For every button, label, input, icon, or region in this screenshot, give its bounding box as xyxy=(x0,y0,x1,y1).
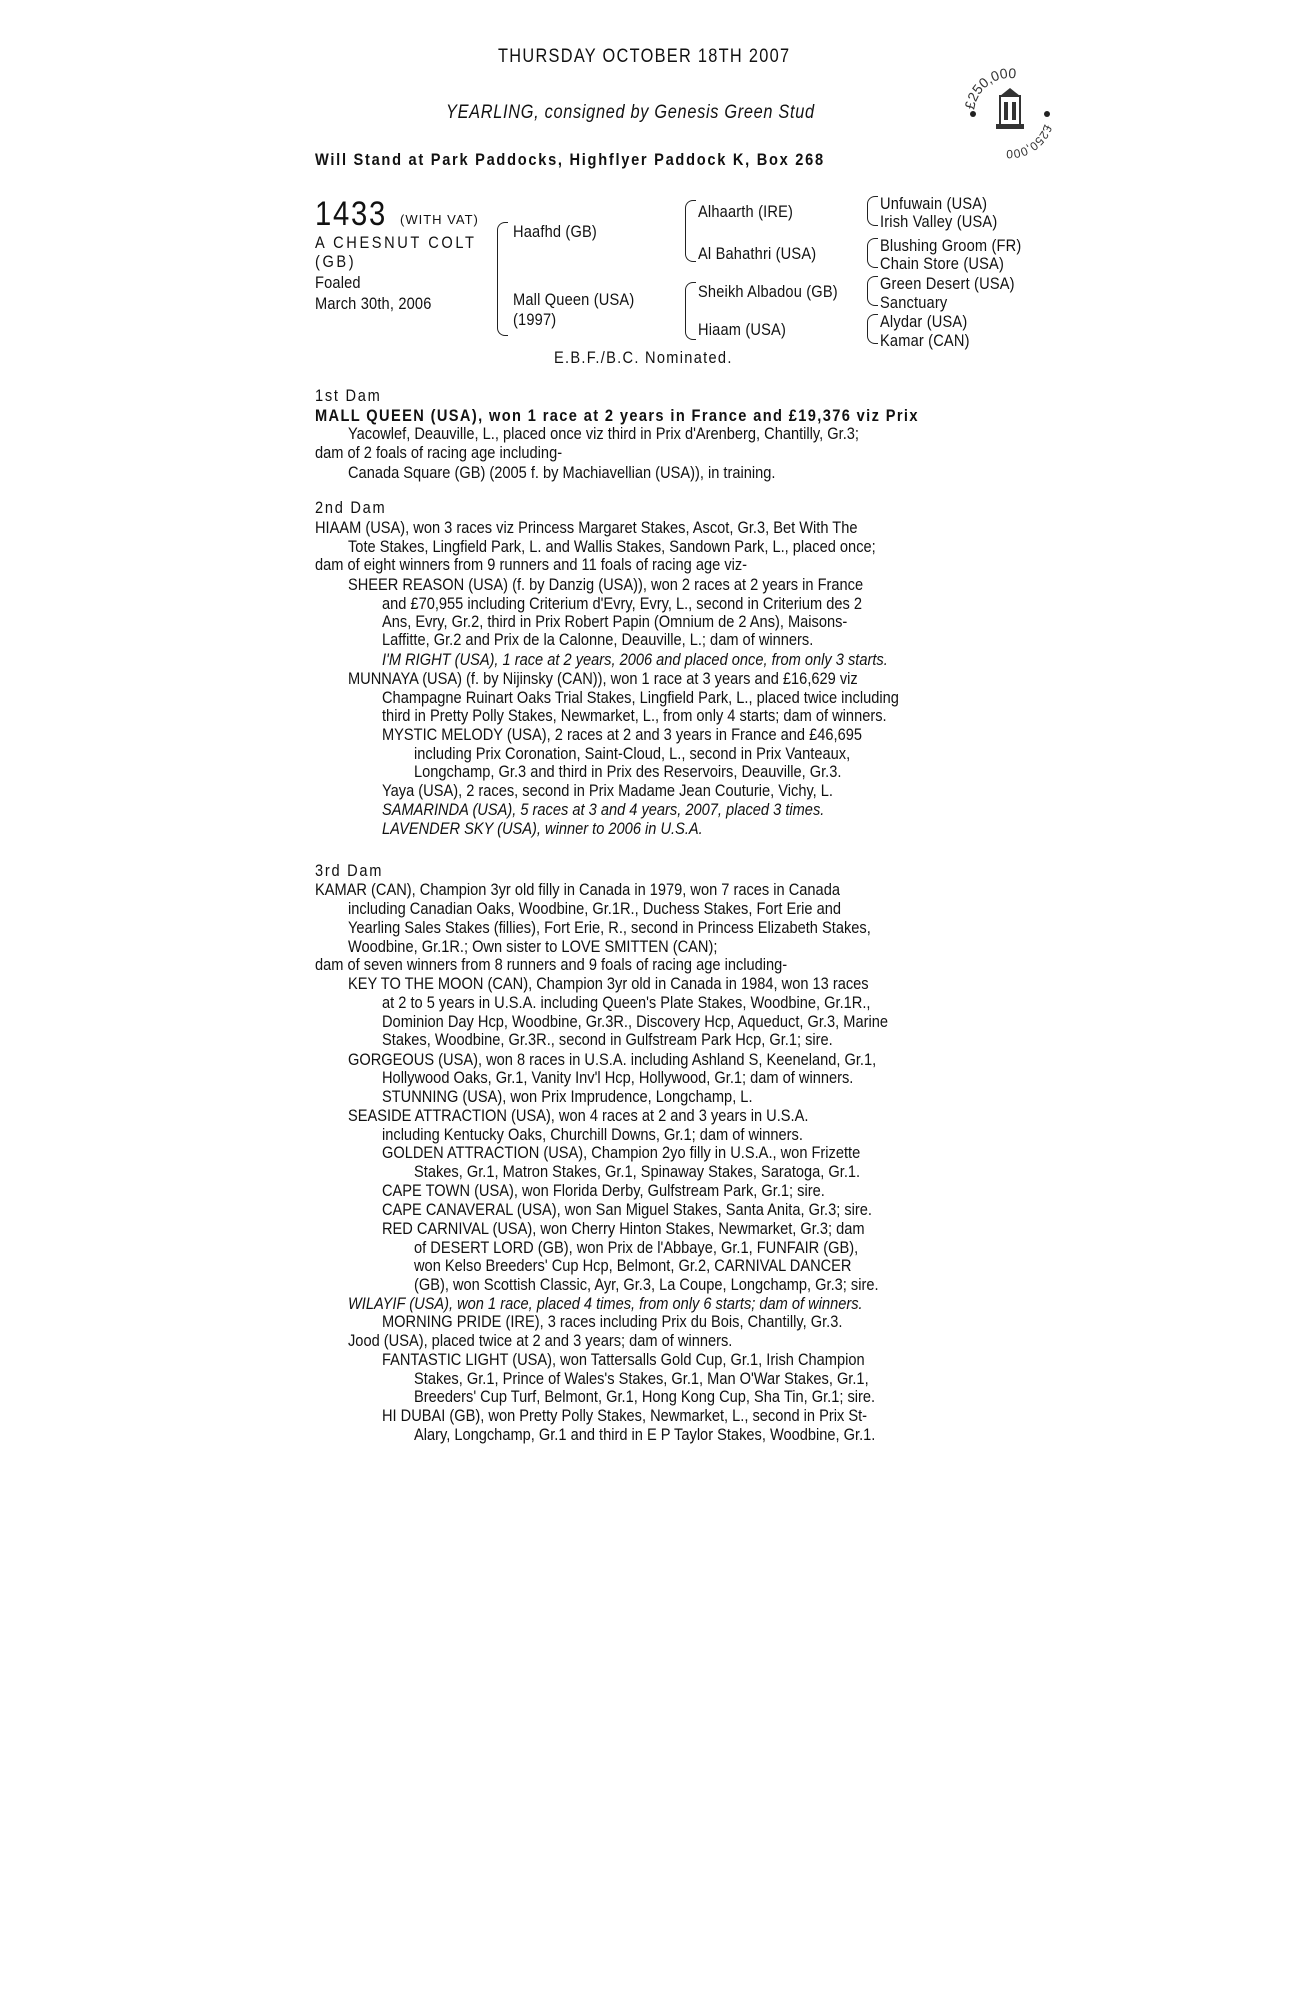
vat-note: (WITH VAT) xyxy=(400,212,479,227)
pedigree-brace-dam xyxy=(685,282,696,340)
third-dam-line: Dominion Day Hcp, Woodbine, Gr.3R., Discovery Hcp, Aqueduct, Gr.3, Marine xyxy=(382,1012,888,1031)
pedigree-brace-sd xyxy=(867,238,878,268)
second-dam-line: dam of eight winners from 9 runners and 11 foals of racing age viz- xyxy=(315,555,748,574)
lot-description-line-2: (GB) xyxy=(315,252,357,271)
second-dam-line: LAVENDER SKY (USA), winner to 2006 in U.S.A. xyxy=(382,819,703,838)
lot-description xyxy=(315,233,477,271)
pedigree-brace-main xyxy=(497,222,508,336)
second-dam-line: Laffitte, Gr.2 and Prix de la Calonne, Deauville, L.; dam of winners. xyxy=(382,630,814,649)
second-dam-line: Ans, Evry, Gr.2, third in Prix Robert Papin (Omnium de 2 Ans), Maisons- xyxy=(382,612,848,631)
dam-sire: Sheikh Albadou (GB) xyxy=(698,282,838,301)
second-dam-line: HIAAM (USA), won 3 races viz Princess Margaret Stakes, Ascot, Gr.3, Bet With The xyxy=(315,518,858,537)
third-dam-line: Woodbine, Gr.1R.; Own sister to LOVE SMITTEN (CAN); xyxy=(348,937,718,956)
pedigree-brace-ss xyxy=(867,196,878,226)
third-dam-line: won Kelso Breeders' Cup Hcp, Belmont, Gr.2, CARNIVAL DANCER xyxy=(414,1256,852,1275)
first-dam-line: dam of 2 foals of racing age including- xyxy=(315,443,563,462)
third-dam-line: Yearling Sales Stakes (fillies), Fort Erie, R., second in Princess Elizabeth Stakes, xyxy=(348,918,871,937)
svg-text:£250,000: £250,000 xyxy=(1006,122,1056,162)
second-dam-line: Longchamp, Gr.3 and third in Prix des Reservoirs, Deauville, Gr.3. xyxy=(414,762,842,781)
third-dam-line: Breeders' Cup Turf, Belmont, Gr.1, Hong Kong Cup, Sha Tin, Gr.1; sire. xyxy=(414,1387,876,1406)
sale-date: THURSDAY OCTOBER 18TH 2007 xyxy=(498,46,791,67)
third-dam-line: KAMAR (CAN), Champion 3yr old filly in Canada in 1979, won 7 races in Canada xyxy=(315,880,840,899)
third-dam-line: RED CARNIVAL (USA), won Cherry Hinton Stakes, Newmarket, Gr.3; dam xyxy=(382,1219,865,1238)
second-dam-line: third in Pretty Polly Stakes, Newmarket, L., from only 4 starts; dam of winners. xyxy=(382,706,887,725)
first-dam-line: Yacowlef, Deauville, L., placed once viz third in Prix d'Arenberg, Chantilly, Gr.3; xyxy=(348,424,859,443)
third-dam-line: Stakes, Gr.1, Prince of Wales's Stakes, Gr.1, Man O'War Stakes, Gr.1, xyxy=(414,1369,869,1388)
third-dam-line: including Canadian Oaks, Woodbine, Gr.1R., Duchess Stakes, Fort Erie and xyxy=(348,899,842,918)
dam-year: (1997) xyxy=(513,310,557,329)
third-dam-line: KEY TO THE MOON (CAN), Champion 3yr old in Canada in 1984, won 13 races xyxy=(348,974,869,993)
sire: Haafhd (GB) xyxy=(513,222,597,241)
dam-dam: Hiaam (USA) xyxy=(698,320,787,339)
second-dam-line: SAMARINDA (USA), 5 races at 3 and 4 years, 2007, placed 3 times. xyxy=(382,800,825,819)
third-dam-line: including Kentucky Oaks, Churchill Downs, Gr.1; dam of winners. xyxy=(382,1125,803,1144)
third-dam-line: HI DUBAI (GB), won Pretty Polly Stakes, Newmarket, L., second in Prix St- xyxy=(382,1406,868,1425)
sire-dam: Al Bahathri (USA) xyxy=(698,244,817,263)
pedigree-brace-dd xyxy=(867,314,878,344)
pedigree-brace-sire xyxy=(685,200,696,262)
pedigree-brace-ds xyxy=(867,276,878,306)
third-dam-heading: 3rd Dam xyxy=(315,861,384,880)
lot-number: 1433 xyxy=(315,195,387,233)
lot-description-line-1: A CHESNUT COLT xyxy=(315,233,477,252)
third-dam-line: FANTASTIC LIGHT (USA), won Tattersalls Gold Cup, Gr.1, Irish Champion xyxy=(382,1350,865,1369)
third-dam-line: at 2 to 5 years in U.S.A. including Queen's Plate Stakes, Woodbine, Gr.1R., xyxy=(382,993,871,1012)
first-dam-heading: 1st Dam xyxy=(315,386,382,405)
third-dam-line: CAPE CANAVERAL (USA), won San Miguel Stakes, Santa Anita, Gr.3; sire. xyxy=(382,1200,872,1219)
sire-dam-sire: Blushing Groom (FR) xyxy=(880,236,1022,255)
price-stamp-logo xyxy=(960,62,1060,162)
first-dam-line xyxy=(315,406,919,425)
third-dam-line: SEASIDE ATTRACTION (USA), won 4 races at 2 and 3 years in U.S.A. xyxy=(348,1106,809,1125)
third-dam-line: dam of seven winners from 8 runners and 9 foals of racing age including- xyxy=(315,955,788,974)
second-dam-line: Yaya (USA), 2 races, second in Prix Madame Jean Couturie, Vichy, L. xyxy=(382,781,833,800)
foaled-date: March 30th, 2006 xyxy=(315,294,432,313)
second-dam-line: and £70,955 including Criterium d'Evry, Evry, L., second in Criterium des 2 xyxy=(382,594,863,613)
foaled-label: Foaled xyxy=(315,273,361,292)
sire-sire-dam: Irish Valley (USA) xyxy=(880,212,998,231)
dam-dam-sire: Alydar (USA) xyxy=(880,312,968,331)
sire-dam-dam: Chain Store (USA) xyxy=(880,254,1005,273)
dam-sire-sire: Green Desert (USA) xyxy=(880,274,1015,293)
dam-dam-dam: Kamar (CAN) xyxy=(880,331,970,350)
sire-sire: Alhaarth (IRE) xyxy=(698,202,794,221)
first-dam-line: Canada Square (GB) (2005 f. by Machiavellian (USA)), in training. xyxy=(348,463,776,482)
second-dam-heading: 2nd Dam xyxy=(315,498,387,517)
third-dam-line: Stakes, Woodbine, Gr.3R., second in Gulfstream Park Hcp, Gr.1; sire. xyxy=(382,1030,833,1049)
third-dam-line: MORNING PRIDE (IRE), 3 races including Prix du Bois, Chantilly, Gr.3. xyxy=(382,1312,843,1331)
second-dam-line: including Prix Coronation, Saint-Cloud, L., second in Prix Vanteaux, xyxy=(414,744,851,763)
dam-sire-dam: Sanctuary xyxy=(880,293,948,312)
third-dam-line: CAPE TOWN (USA), won Florida Derby, Gulfstream Park, Gr.1; sire. xyxy=(382,1181,825,1200)
third-dam-line: GORGEOUS (USA), won 8 races in U.S.A. including Ashland S, Keeneland, Gr.1, xyxy=(348,1050,877,1069)
second-dam-line: MUNNAYA (USA) (f. by Nijinsky (CAN)), won 1 race at 3 years and £16,629 viz xyxy=(348,669,858,688)
stand-location: Will Stand at Park Paddocks, Highflyer Paddock K, Box 268 xyxy=(315,150,825,169)
third-dam-line: WILAYIF (USA), won 1 race, placed 4 times, from only 6 starts; dam of winners. xyxy=(348,1294,863,1313)
third-dam-line: of DESERT LORD (GB), won Prix de l'Abbaye, Gr.1, FUNFAIR (GB), xyxy=(414,1238,859,1257)
second-dam-line: SHEER REASON (USA) (f. by Danzig (USA)), won 2 races at 2 years in France xyxy=(348,575,864,594)
second-dam-line: I'M RIGHT (USA), 1 race at 2 years, 2006 and placed once, from only 3 starts. xyxy=(382,650,888,669)
third-dam-line: Hollywood Oaks, Gr.1, Vanity Inv'l Hcp, Hollywood, Gr.1; dam of winners. xyxy=(382,1068,854,1087)
third-dam-line: (GB), won Scottish Classic, Ayr, Gr.3, La Coupe, Longchamp, Gr.3; sire. xyxy=(414,1275,879,1294)
foaled-info xyxy=(315,272,432,314)
first-dam-line: MALL QUEEN (USA), won 1 race at 2 years in France and £19,376 viz Prix xyxy=(315,406,919,425)
third-dam-line: Jood (USA), placed twice at 2 and 3 years; dam of winners. xyxy=(348,1331,733,1350)
nomination-note: E.B.F./B.C. Nominated. xyxy=(554,348,733,367)
svg-text:£250,000: £250,000 xyxy=(961,64,1017,111)
dam: Mall Queen (USA) xyxy=(513,290,635,309)
sire-sire-sire: Unfuwain (USA) xyxy=(880,194,988,213)
third-dam-line: GOLDEN ATTRACTION (USA), Champion 2yo filly in U.S.A., won Frizette xyxy=(382,1143,861,1162)
third-dam-line: STUNNING (USA), won Prix Imprudence, Longchamp, L. xyxy=(382,1087,753,1106)
third-dam-line: Alary, Longchamp, Gr.1 and third in E P Taylor Stakes, Woodbine, Gr.1. xyxy=(414,1425,876,1444)
second-dam-line: Tote Stakes, Lingfield Park, L. and Wallis Stakes, Sandown Park, L., placed once; xyxy=(348,537,876,556)
third-dam-line: Stakes, Gr.1, Matron Stakes, Gr.1, Spinaway Stakes, Saratoga, Gr.1. xyxy=(414,1162,861,1181)
second-dam-line: Champagne Ruinart Oaks Trial Stakes, Lingfield Park, L., placed twice including xyxy=(382,688,899,707)
second-dam-line: MYSTIC MELODY (USA), 2 races at 2 and 3 years in France and £46,695 xyxy=(382,725,862,744)
consignment-line: YEARLING, consigned by Genesis Green Stud xyxy=(446,102,815,123)
